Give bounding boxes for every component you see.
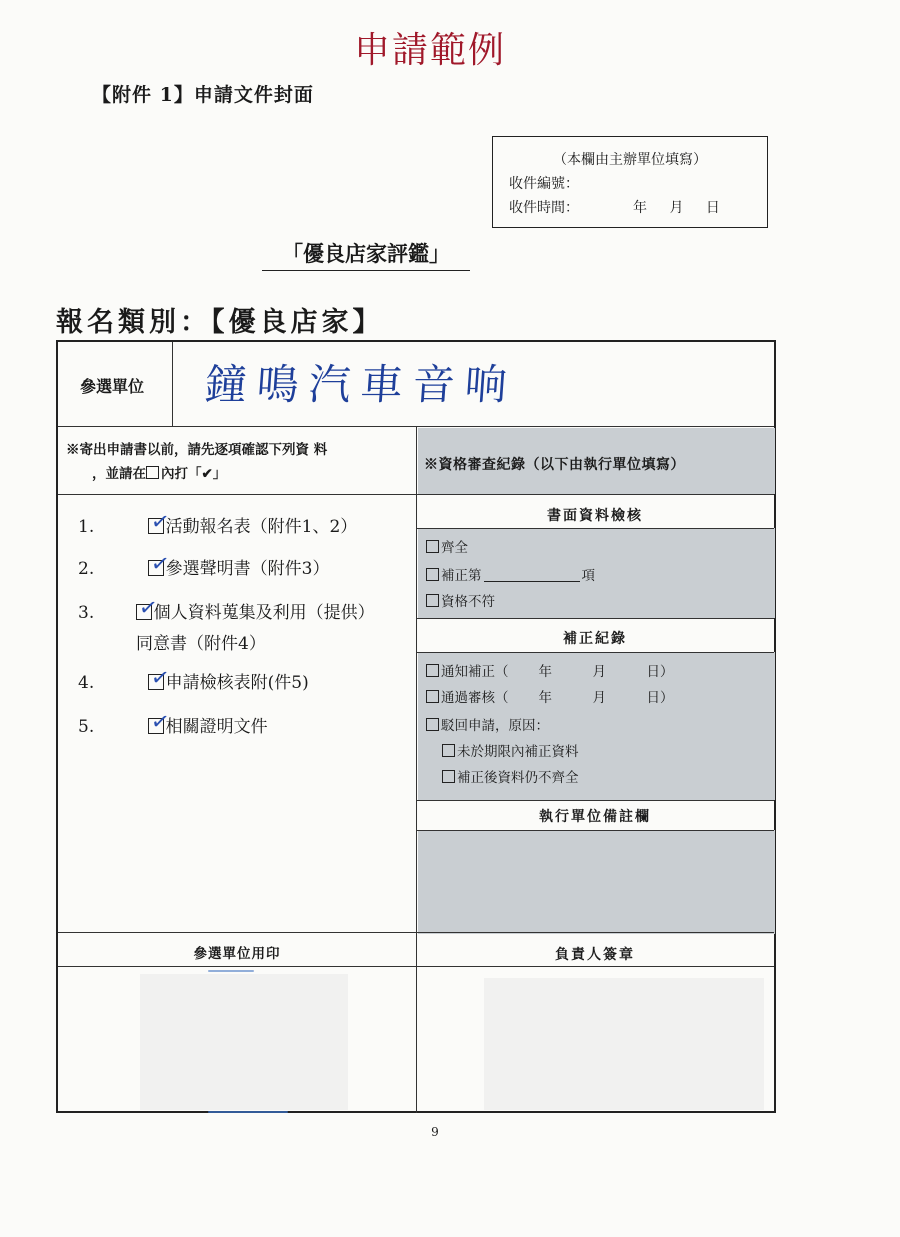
checked-checkbox-icon[interactable]: ✓ bbox=[148, 664, 171, 693]
item-number: 2. bbox=[78, 559, 95, 579]
checkbox-icon[interactable] bbox=[442, 744, 455, 757]
checkbox-icon[interactable] bbox=[426, 594, 439, 607]
divider bbox=[416, 800, 774, 801]
checked-checkbox-icon[interactable]: ✓ bbox=[148, 508, 171, 537]
item-number: 3. bbox=[78, 603, 95, 623]
item-label: 申請檢核表附(件5) bbox=[165, 673, 309, 693]
evaluation-title: 「優良店家評鑑」 bbox=[262, 238, 470, 271]
blank-field[interactable] bbox=[484, 581, 580, 582]
option-label: 通過審核（ bbox=[441, 690, 509, 706]
instructions-line2-b: 內打「✔」 bbox=[161, 466, 227, 482]
receipt-date: 年 月 日 bbox=[633, 200, 720, 216]
option-label: 駁回申請，原因： bbox=[441, 718, 549, 734]
option-ineligible bbox=[426, 590, 495, 610]
checkbox-icon[interactable] bbox=[442, 770, 455, 783]
category-line: 報名類別：【優良店家】 bbox=[56, 307, 384, 338]
checkbox-icon[interactable] bbox=[426, 664, 439, 677]
divider bbox=[58, 494, 774, 495]
option-label: 通知補正（ bbox=[441, 664, 509, 680]
stamp-title: 申請範例 bbox=[353, 30, 506, 71]
divider bbox=[172, 342, 173, 426]
checklist-item-1 bbox=[78, 508, 358, 537]
item-number: 4. bbox=[78, 673, 95, 693]
checkbox-icon[interactable] bbox=[426, 540, 439, 553]
checklist-item-3 bbox=[78, 594, 375, 654]
signature-area[interactable] bbox=[484, 978, 764, 1110]
option-rejected bbox=[426, 714, 549, 734]
checked-checkbox-icon[interactable]: ✓ bbox=[148, 708, 171, 737]
instructions-line1: ※寄出申請書以前，請先逐項確認下列資 料 bbox=[66, 442, 328, 458]
option-label: 未於期限內補正資料 bbox=[457, 744, 579, 760]
reason-2 bbox=[442, 766, 579, 786]
item-label: 相關證明文件 bbox=[165, 717, 268, 737]
checklist-item-5 bbox=[78, 708, 268, 737]
date-parts: 年 月 日） bbox=[538, 690, 674, 706]
checkbox-icon bbox=[146, 466, 159, 479]
divider bbox=[416, 830, 774, 831]
divider bbox=[416, 528, 774, 529]
option-label: 齊全 bbox=[441, 540, 468, 556]
remarks-shade bbox=[418, 830, 775, 934]
option-supplement bbox=[426, 564, 595, 584]
checked-checkbox-icon[interactable]: ✓ bbox=[136, 594, 159, 623]
checkbox-icon[interactable] bbox=[426, 690, 439, 703]
application-form bbox=[56, 340, 776, 1113]
seal-mark bbox=[208, 1111, 288, 1113]
checkbox-icon[interactable] bbox=[426, 718, 439, 731]
option-passed bbox=[426, 686, 674, 706]
attachment-title: 【附件 1】申請文件封面 bbox=[92, 84, 314, 106]
checklist-item-2 bbox=[78, 550, 330, 579]
option-label: 補正第 bbox=[441, 568, 482, 584]
divider bbox=[58, 966, 774, 967]
supplement-record-title: 補正紀錄 bbox=[563, 631, 627, 647]
divider bbox=[416, 618, 774, 619]
item-label: 參選聲明書（附件3） bbox=[165, 559, 330, 579]
checklist-item-4 bbox=[78, 664, 309, 693]
date-parts: 年 月 日） bbox=[538, 664, 674, 680]
item-label: 個人資料蒐集及利用（提供） bbox=[153, 603, 375, 623]
checked-checkbox-icon[interactable]: ✓ bbox=[148, 550, 171, 579]
divider bbox=[58, 932, 774, 933]
review-header: ※資格審查紀錄（以下由執行單位填寫） bbox=[424, 457, 685, 473]
option-label-suffix: 項 bbox=[581, 568, 595, 584]
receipt-time-label: 收件時間： bbox=[509, 200, 579, 216]
seal-mark bbox=[208, 970, 254, 972]
remarks-title: 執行單位備註欄 bbox=[539, 809, 651, 825]
signature-title: 負責人簽章 bbox=[555, 947, 635, 963]
item-label: 活動報名表（附件1、2） bbox=[165, 517, 358, 537]
instructions-line2-a: ，並請在 bbox=[92, 466, 146, 482]
item-number: 1. bbox=[78, 517, 95, 537]
receipt-number-label: 收件編號： bbox=[509, 176, 579, 192]
seal-title: 參選單位用印 bbox=[193, 946, 281, 962]
option-complete bbox=[426, 536, 468, 556]
receipt-note: （本欄由主辦單位填寫） bbox=[553, 152, 707, 168]
document-check-title: 書面資料檢核 bbox=[547, 508, 643, 524]
unit-label: 參選單位 bbox=[80, 377, 145, 396]
option-label: 補正後資料仍不齊全 bbox=[457, 770, 579, 786]
unit-name-handwritten: 鐘鳴汽車音响 bbox=[203, 360, 519, 409]
seal-area[interactable] bbox=[140, 974, 348, 1110]
instructions bbox=[66, 438, 327, 486]
reason-1 bbox=[442, 740, 579, 760]
receipt-box bbox=[492, 136, 768, 228]
item-number: 5. bbox=[78, 717, 95, 737]
item-label-continued: 同意書（附件4） bbox=[136, 634, 266, 654]
checkbox-icon[interactable] bbox=[426, 568, 439, 581]
instructions-line2 bbox=[66, 462, 327, 486]
option-notify bbox=[426, 660, 674, 680]
page-number: 9 bbox=[431, 1125, 439, 1139]
divider bbox=[416, 652, 774, 653]
option-label: 資格不符 bbox=[441, 594, 495, 610]
